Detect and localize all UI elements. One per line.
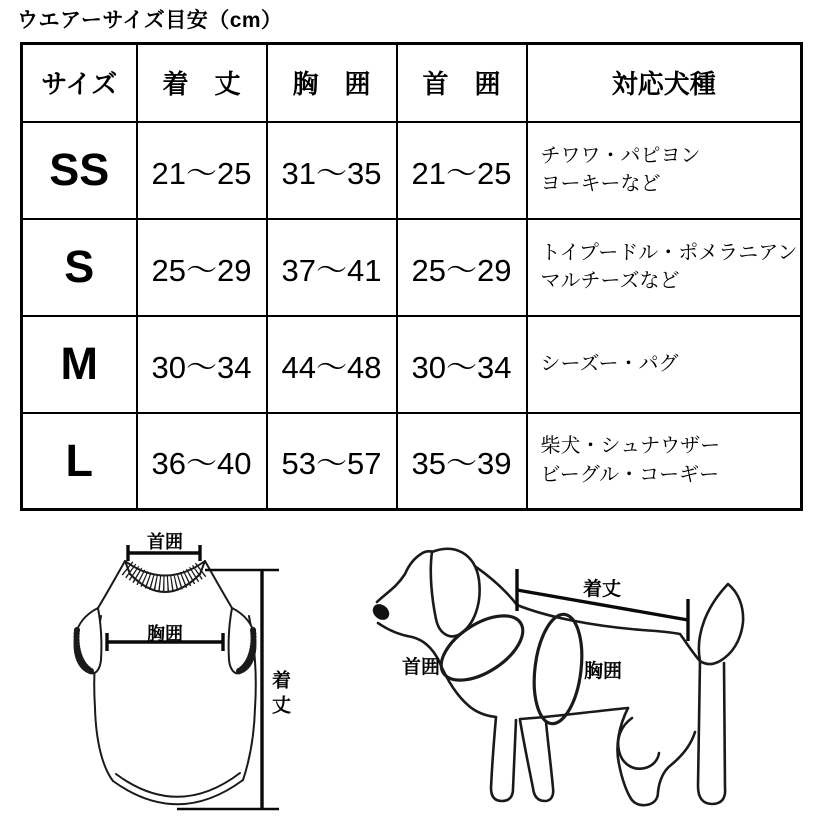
length-cell: 21〜25 [137, 122, 267, 219]
shirt-measure-lines [107, 545, 279, 809]
shirt-measurement-diagram [50, 528, 305, 826]
breeds-cell [527, 219, 802, 316]
breeds-line-1: シーズー・パグ [540, 352, 679, 375]
table-row-ss [22, 122, 802, 219]
dog-neck-label: 首囲 [401, 657, 440, 678]
breeds-cell [527, 413, 802, 510]
header-row [22, 44, 802, 122]
dog-ear [431, 549, 480, 637]
table-row-s [22, 219, 802, 316]
size-chart-table [20, 42, 803, 511]
dog-tail [699, 584, 743, 664]
breeds-line-1: 柴犬・シュナウザー [540, 435, 721, 458]
shirt-length-label: 着丈 [269, 670, 290, 720]
table-row-l [22, 413, 802, 510]
neck-cell: 25〜29 [397, 219, 527, 316]
col-header-breeds: 対応犬種 [527, 44, 802, 122]
shirt-chest-label: 胸囲 [147, 624, 183, 644]
size-cell: S [22, 219, 137, 316]
shirt-neck-label: 首囲 [147, 532, 183, 552]
table-row-m [22, 316, 802, 413]
col-header-length: 着 丈 [137, 44, 267, 122]
collar-inner [130, 574, 200, 592]
col-header-chest: 胸 囲 [267, 44, 397, 122]
breeds-line-2: ヨーキーなど [540, 173, 661, 195]
page-title: ウエアーサイズ目安（cm） [17, 9, 283, 32]
chest-cell: 44〜48 [267, 316, 397, 413]
length-cell: 30〜34 [137, 316, 267, 413]
size-cell: SS [22, 122, 137, 219]
dog-length-label: 着丈 [582, 579, 621, 600]
neck-cell: 30〜34 [397, 316, 527, 413]
length-cell: 36〜40 [137, 413, 267, 510]
breeds-line-2: マルチーズなど [540, 270, 680, 292]
neck-cell: 35〜39 [397, 413, 527, 510]
breeds-cell [527, 122, 802, 219]
size-cell: L [22, 413, 137, 510]
chest-cell: 53〜57 [267, 413, 397, 510]
dog-nose [370, 601, 393, 623]
breeds-cell [527, 316, 802, 413]
chest-cell: 31〜35 [267, 122, 397, 219]
shirt-outline [75, 561, 256, 804]
neck-cell: 21〜25 [397, 122, 527, 219]
dog-chest-label: 胸囲 [583, 661, 622, 682]
dog-measurement-diagram [362, 538, 762, 810]
chest-cell: 37〜41 [267, 219, 397, 316]
breeds-line-1: トイプードル・ポメラニアン [540, 241, 798, 264]
breeds-line-2: ビーグル・コーギー [540, 463, 720, 486]
dog-haunch [618, 718, 659, 769]
size-cell: M [22, 316, 137, 413]
length-cell: 25〜29 [137, 219, 267, 316]
col-header-size: サイズ [22, 44, 137, 122]
breeds-line-1: チワワ・パピヨン [540, 144, 701, 167]
col-header-neck: 首 囲 [397, 44, 527, 122]
